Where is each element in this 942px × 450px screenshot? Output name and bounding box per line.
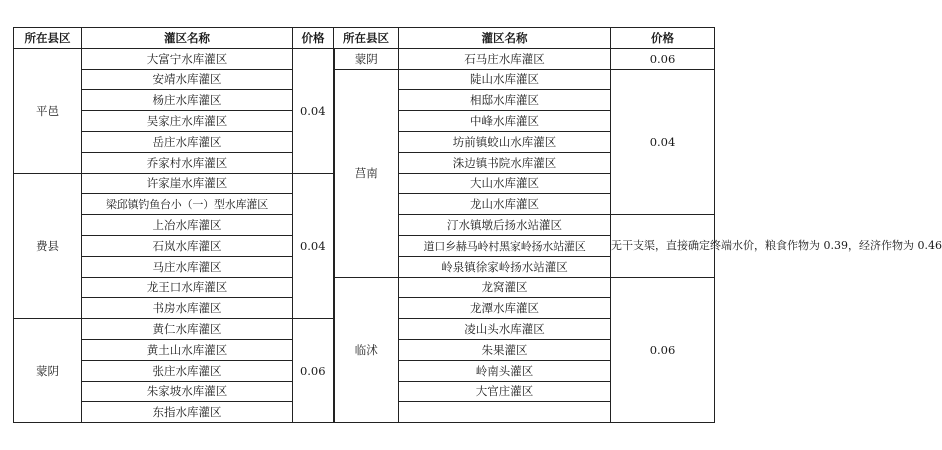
- area-cell: 张庄水库灌区: [82, 360, 293, 381]
- area-cell: 石马庄水库灌区: [399, 48, 611, 69]
- area-cell: 道口乡赫马岭村黑家岭扬水站灌区: [399, 235, 611, 256]
- area-cell: 许家崖水库灌区: [82, 173, 293, 194]
- price-cell-junan: 0.04: [611, 69, 715, 215]
- area-cell: 朱家坡水库灌区: [82, 381, 293, 402]
- area-cell: 大山水库灌区: [399, 173, 611, 194]
- price-cell-mengyin-right: 0.06: [611, 48, 715, 69]
- county-cell-linshu: 临沭: [334, 277, 399, 423]
- header-price-right: 价格: [611, 28, 715, 49]
- county-cell-pingyi: 平邑: [14, 48, 82, 173]
- area-cell: 洙边镇书院水库灌区: [399, 152, 611, 173]
- table-row: [14, 277, 715, 298]
- area-cell: 东指水库灌区: [82, 402, 293, 423]
- area-cell: 相邸水库灌区: [399, 90, 611, 111]
- county-cell-mengyin-left: 蒙阴: [14, 319, 82, 423]
- price-cell-linshu: 0.06: [611, 277, 715, 423]
- header-area-right: 灌区名称: [399, 28, 611, 49]
- county-cell-junan: 莒南: [334, 69, 399, 277]
- area-cell: 陡山水库灌区: [399, 69, 611, 90]
- area-cell: 大官庄灌区: [399, 381, 611, 402]
- area-cell: 凌山头水库灌区: [399, 319, 611, 340]
- area-cell: 黄仁水库灌区: [82, 319, 293, 340]
- price-cell-feixian: 0.04: [293, 173, 334, 319]
- area-cell: 杨庄水库灌区: [82, 90, 293, 111]
- header-county-left: 所在县区: [14, 28, 82, 49]
- area-cell: 汀水镇墩后扬水站灌区: [399, 215, 611, 236]
- area-cell: 乔家村水库灌区: [82, 152, 293, 173]
- area-cell: 龙潭水库灌区: [399, 298, 611, 319]
- area-cell: 马庄水库灌区: [82, 256, 293, 277]
- header-row: [14, 28, 715, 49]
- water-price-table: [13, 27, 942, 423]
- area-cell: 坊前镇蛟山水库灌区: [399, 131, 611, 152]
- table-row: [14, 69, 715, 90]
- area-cell: 梁邱镇钓鱼台小（一）型水库灌区: [82, 194, 293, 215]
- price-cell-mengyin-left: 0.06: [293, 319, 334, 423]
- county-cell-mengyin-right: 蒙阴: [334, 48, 399, 69]
- area-cell: 书房水库灌区: [82, 298, 293, 319]
- area-cell: 安靖水库灌区: [82, 69, 293, 90]
- table-row: [14, 48, 715, 69]
- note-cell-junan: 无干支渠，直接确定终端水价，粮食作物为 0.39，经济作物为 0.46: [611, 215, 715, 277]
- area-cell: 吴家庄水库灌区: [82, 111, 293, 132]
- area-cell: 大富宁水库灌区: [82, 48, 293, 69]
- area-cell: 岭泉镇徐家岭扬水站灌区: [399, 256, 611, 277]
- price-cell-pingyi: 0.04: [293, 48, 334, 173]
- area-cell: 龙王口水库灌区: [82, 277, 293, 298]
- area-cell: 朱果灌区: [399, 339, 611, 360]
- area-cell: 中峰水库灌区: [399, 111, 611, 132]
- area-cell: 黄土山水库灌区: [82, 339, 293, 360]
- header-county-right: 所在县区: [334, 28, 399, 49]
- area-cell: 上冶水库灌区: [82, 215, 293, 236]
- area-cell: 岳庄水库灌区: [82, 131, 293, 152]
- header-price-left: 价格: [293, 28, 334, 49]
- area-cell: 龙山水库灌区: [399, 194, 611, 215]
- header-area-left: 灌区名称: [82, 28, 293, 49]
- area-cell-empty: [399, 402, 611, 423]
- county-cell-feixian: 费县: [14, 173, 82, 319]
- area-cell: 石岚水库灌区: [82, 235, 293, 256]
- area-cell: 岭南头灌区: [399, 360, 611, 381]
- area-cell: 龙窝灌区: [399, 277, 611, 298]
